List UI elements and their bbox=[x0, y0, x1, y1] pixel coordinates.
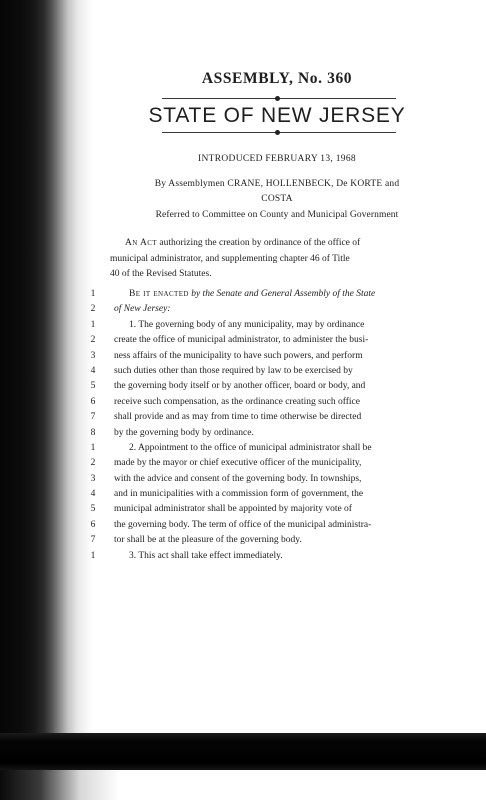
section-line-text: 3. This act shall take effect immediately. bbox=[129, 550, 283, 561]
an-act-label: An Act bbox=[125, 238, 157, 248]
section-1-line bbox=[88, 349, 398, 364]
section-2-line bbox=[88, 518, 398, 533]
line-number: 7 bbox=[90, 535, 96, 546]
section-2-line bbox=[88, 487, 398, 502]
introduced-date: INTRODUCED FEBRUARY 13, 1968 bbox=[198, 154, 356, 164]
line-number: 3 bbox=[90, 473, 96, 484]
section-line-text: 1. The governing body of any municipality, may by ordinance bbox=[129, 319, 365, 330]
line-number: 1 bbox=[90, 550, 96, 561]
sponsors bbox=[80, 177, 474, 207]
section-line-text: create the office of municipal administrator, to administer the busi- bbox=[114, 335, 369, 346]
enacting-text-2: of New Jersey: bbox=[114, 304, 171, 315]
section-1-line bbox=[88, 364, 398, 379]
section-line-text: receive such compensation, as the ordinance creating such office bbox=[114, 396, 360, 407]
line-number: 1 bbox=[90, 319, 96, 330]
enacting-text-1 bbox=[129, 287, 375, 302]
section-1-line bbox=[88, 379, 398, 394]
section-line-text: ness affairs of the municipality to have such powers, and perform bbox=[114, 350, 363, 361]
sections bbox=[88, 318, 398, 564]
line-number: 2 bbox=[90, 304, 96, 315]
line-number: 4 bbox=[90, 489, 96, 500]
act-title-text-1: authorizing the creation by ordinance of the office of bbox=[159, 238, 361, 248]
act-title-line-2: municipal administrator, and supplementing chapter 46 of Title bbox=[110, 253, 350, 264]
section-line-text: made by the mayor or chief executive officer of the municipality, bbox=[114, 458, 362, 469]
section-1-line bbox=[88, 333, 398, 348]
line-number: 2 bbox=[90, 335, 96, 346]
line-number: 6 bbox=[90, 396, 96, 407]
line-number: 5 bbox=[90, 504, 96, 515]
section-1-line bbox=[88, 395, 398, 410]
scan-bottom-band bbox=[0, 733, 486, 770]
section-line-text: shall provide and as may from time to time otherwise be directed bbox=[114, 412, 362, 423]
scan-edge-shadow bbox=[0, 0, 92, 800]
line-number: 6 bbox=[90, 519, 96, 530]
scan-bottom-strip bbox=[0, 770, 486, 800]
sponsors-line-2: COSTA bbox=[261, 194, 293, 204]
enacting-rest: by the Senate and General Assembly of the State bbox=[191, 289, 376, 299]
line-number: 1 bbox=[90, 442, 96, 453]
section-2-line bbox=[88, 456, 398, 471]
section-line-text: the governing body itself or by another officer, board or body, and bbox=[114, 381, 366, 392]
section-line-text: with the advice and consent of the governing body. In townships, bbox=[114, 473, 362, 484]
section-line-text: municipal administrator shall be appointed by majority vote of bbox=[114, 504, 352, 515]
line-number: 8 bbox=[90, 427, 96, 438]
section-line-text: 2. Appointment to the office of municipal administrator shall be bbox=[129, 442, 372, 453]
top-rule-ornament bbox=[275, 96, 280, 101]
bill-body bbox=[88, 287, 398, 564]
section-1-line bbox=[88, 410, 398, 425]
section-2-line bbox=[88, 441, 398, 456]
enacting-line-1 bbox=[88, 287, 398, 302]
committee-referral: Referred to Committee on County and Municipal Government bbox=[155, 210, 399, 220]
section-line-text: such duties other than those required by law to be exercised by bbox=[114, 365, 353, 376]
line-number: 1 bbox=[90, 289, 96, 299]
be-it-enacted-label: Be it enacted bbox=[129, 289, 189, 299]
sponsors-line-1: By Assemblymen CRANE, HOLLENBECK, De KORTE and bbox=[154, 179, 400, 189]
section-line-text: the governing body. The term of office of the municipal administra- bbox=[114, 519, 372, 530]
line-number: 3 bbox=[90, 350, 96, 361]
section-2-line bbox=[88, 472, 398, 487]
section-2-line bbox=[88, 502, 398, 517]
enacting-line-2 bbox=[88, 302, 398, 317]
line-number: 2 bbox=[90, 458, 96, 469]
act-title-line-1 bbox=[110, 236, 400, 252]
act-title-line-3: 40 of the Revised Statutes. bbox=[110, 269, 212, 279]
section-1-line bbox=[88, 426, 398, 441]
line-number: 4 bbox=[90, 365, 96, 376]
document-page bbox=[80, 0, 486, 733]
line-number: 7 bbox=[90, 412, 96, 423]
section-line-text: tor shall be at the pleasure of the governing body. bbox=[114, 535, 302, 546]
section-1-line bbox=[88, 318, 398, 333]
state-heading: STATE OF NEW JERSEY bbox=[148, 104, 406, 127]
section-2-line bbox=[88, 533, 398, 548]
act-title bbox=[110, 236, 400, 283]
bill-number: ASSEMBLY, No. 360 bbox=[201, 70, 353, 87]
section-3-line bbox=[88, 549, 398, 564]
bottom-rule-ornament bbox=[275, 130, 280, 135]
section-line-text: and in municipalities with a commission form of government, the bbox=[114, 489, 364, 500]
line-number: 5 bbox=[90, 381, 96, 392]
section-line-text: by the governing body by ordinance. bbox=[114, 427, 254, 438]
